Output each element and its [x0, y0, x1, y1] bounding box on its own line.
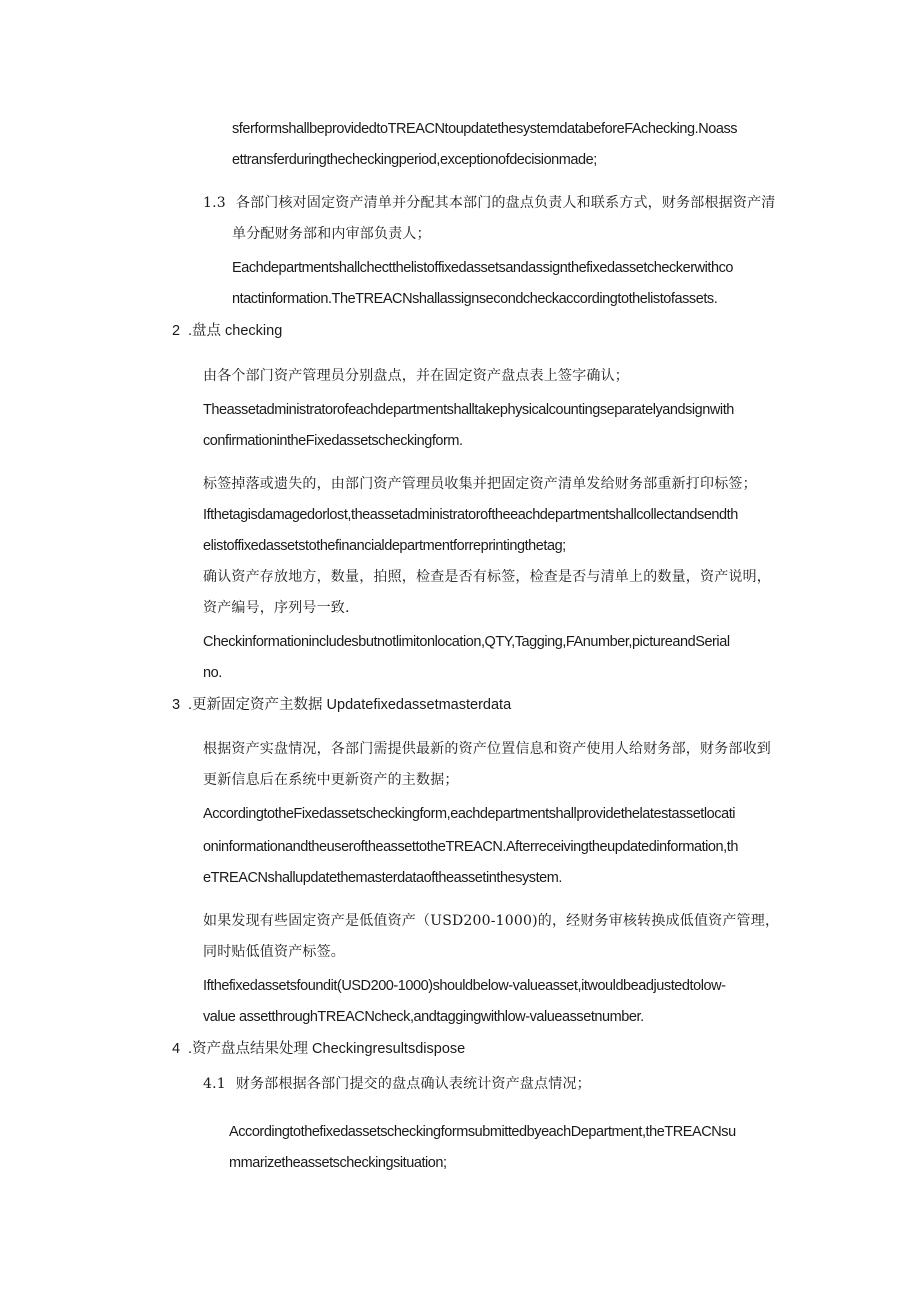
text-line: 确认资产存放地方，数量，拍照，检查是否有标签，检查是否与清单上的数量，资产说明，	[203, 569, 771, 585]
heading-4	[172, 1040, 465, 1058]
text-line: Theassetadministratorofeachdepartmentshalltakephysicalcountingseparatelyandsignwith	[203, 402, 734, 418]
text-line: sferformshallbeprovidedtoTREACNtoupdatethesystemdatabeforeFAchecking.Noass	[232, 121, 738, 137]
text-line: no.	[203, 665, 222, 681]
heading-3	[172, 696, 511, 714]
heading-text: .资产盘点结果处理 Checkingresultsdispose	[188, 1041, 466, 1057]
section-4-1	[203, 1075, 591, 1093]
heading-number: 3	[172, 697, 181, 713]
text-line: Checkinformationincludesbutnotlimitonlocation,QTY,Tagging,FAnumber,pictureandSerial	[203, 634, 730, 650]
text-line: 资产编号，序列号一致.	[203, 600, 350, 616]
heading-text: .盘点 checking	[188, 323, 283, 339]
text-line: 各部门核对固定资产清单并分配其本部门的盘点负责人和联系方式，财务部根据资产清	[235, 195, 776, 211]
heading-2	[172, 322, 282, 340]
text-line: 更新信息后在系统中更新资产的主数据；	[203, 772, 459, 788]
text-line: value assetthroughTREACNcheck,andtaggingwithlow-valueassetnumber.	[203, 1009, 644, 1025]
section-number: 4.1	[203, 1076, 226, 1092]
section-number: 1.3	[203, 195, 226, 211]
section-1-3	[203, 194, 775, 212]
text-line: ntactinformation.TheTREACNshallassignsecondcheckaccordingtothelistofassets.	[232, 291, 718, 307]
heading-number: 4	[172, 1041, 181, 1057]
text-line: ettransferduringthecheckingperiod,exceptionofdecisionmade;	[232, 152, 597, 168]
text-line: 标签掉落或遗失的，由部门资产管理员收集并把固定资产清单发给财务部重新打印标签；	[203, 476, 757, 492]
text-line: 同时贴低值资产标签。	[203, 944, 345, 960]
text-line: 单分配财务部和内审部负责人；	[232, 226, 431, 242]
text-line: 根据资产实盘情况，各部门需提供最新的资产位置信息和资产使用人给财务部，财务部收到	[203, 741, 771, 757]
text-line: mmarizetheassetscheckingsituation;	[229, 1155, 447, 1171]
text-line: 财务部根据各部门提交的盘点确认表统计资产盘点情况；	[235, 1076, 591, 1092]
heading-text: .更新固定资产主数据 Updatefixedassetmasterdata	[188, 697, 512, 713]
text-line: eTREACNshallupdatethemasterdataoftheassetinthesystem.	[203, 870, 562, 886]
heading-number: 2	[172, 323, 181, 339]
text-line: 由各个部门资产管理员分别盘点，并在固定资产盘点表上签字确认；	[203, 368, 629, 384]
text-line: Eachdepartmentshallchectthelistoffixedassetsandassignthefixedassetcheckerwithco	[232, 260, 733, 276]
text-line: confirmationintheFixedassetscheckingform.	[203, 433, 463, 449]
text-line: elistoffixedassetstothefinancialdepartmentforreprintingthetag;	[203, 538, 566, 554]
text-line: Ifthefixedassetsfoundit(USD200-1000)shouldbelow-valueasset,itwouldbeadjustedtolow-	[203, 978, 726, 994]
text-line: AccordingtothefixedassetscheckingformsubmittedbyeachDepartment,theTREACNsu	[229, 1124, 736, 1140]
text-line: Ifthetagisdamagedorlost,theassetadministratoroftheeachdepartmentshallcollectandsendth	[203, 507, 738, 523]
text-line: 如果发现有些固定资产是低值资产（USD200-1000)的，经财务审核转换成低值资产管理，	[203, 913, 780, 929]
text-line: AccordingtotheFixedassetscheckingform,eachdepartmentshallprovidethelatestassetlocati	[203, 806, 736, 822]
text-line: oninformationandtheuseroftheassettotheTREACN.Afterreceivingtheupdatedinformation,th	[203, 839, 738, 855]
